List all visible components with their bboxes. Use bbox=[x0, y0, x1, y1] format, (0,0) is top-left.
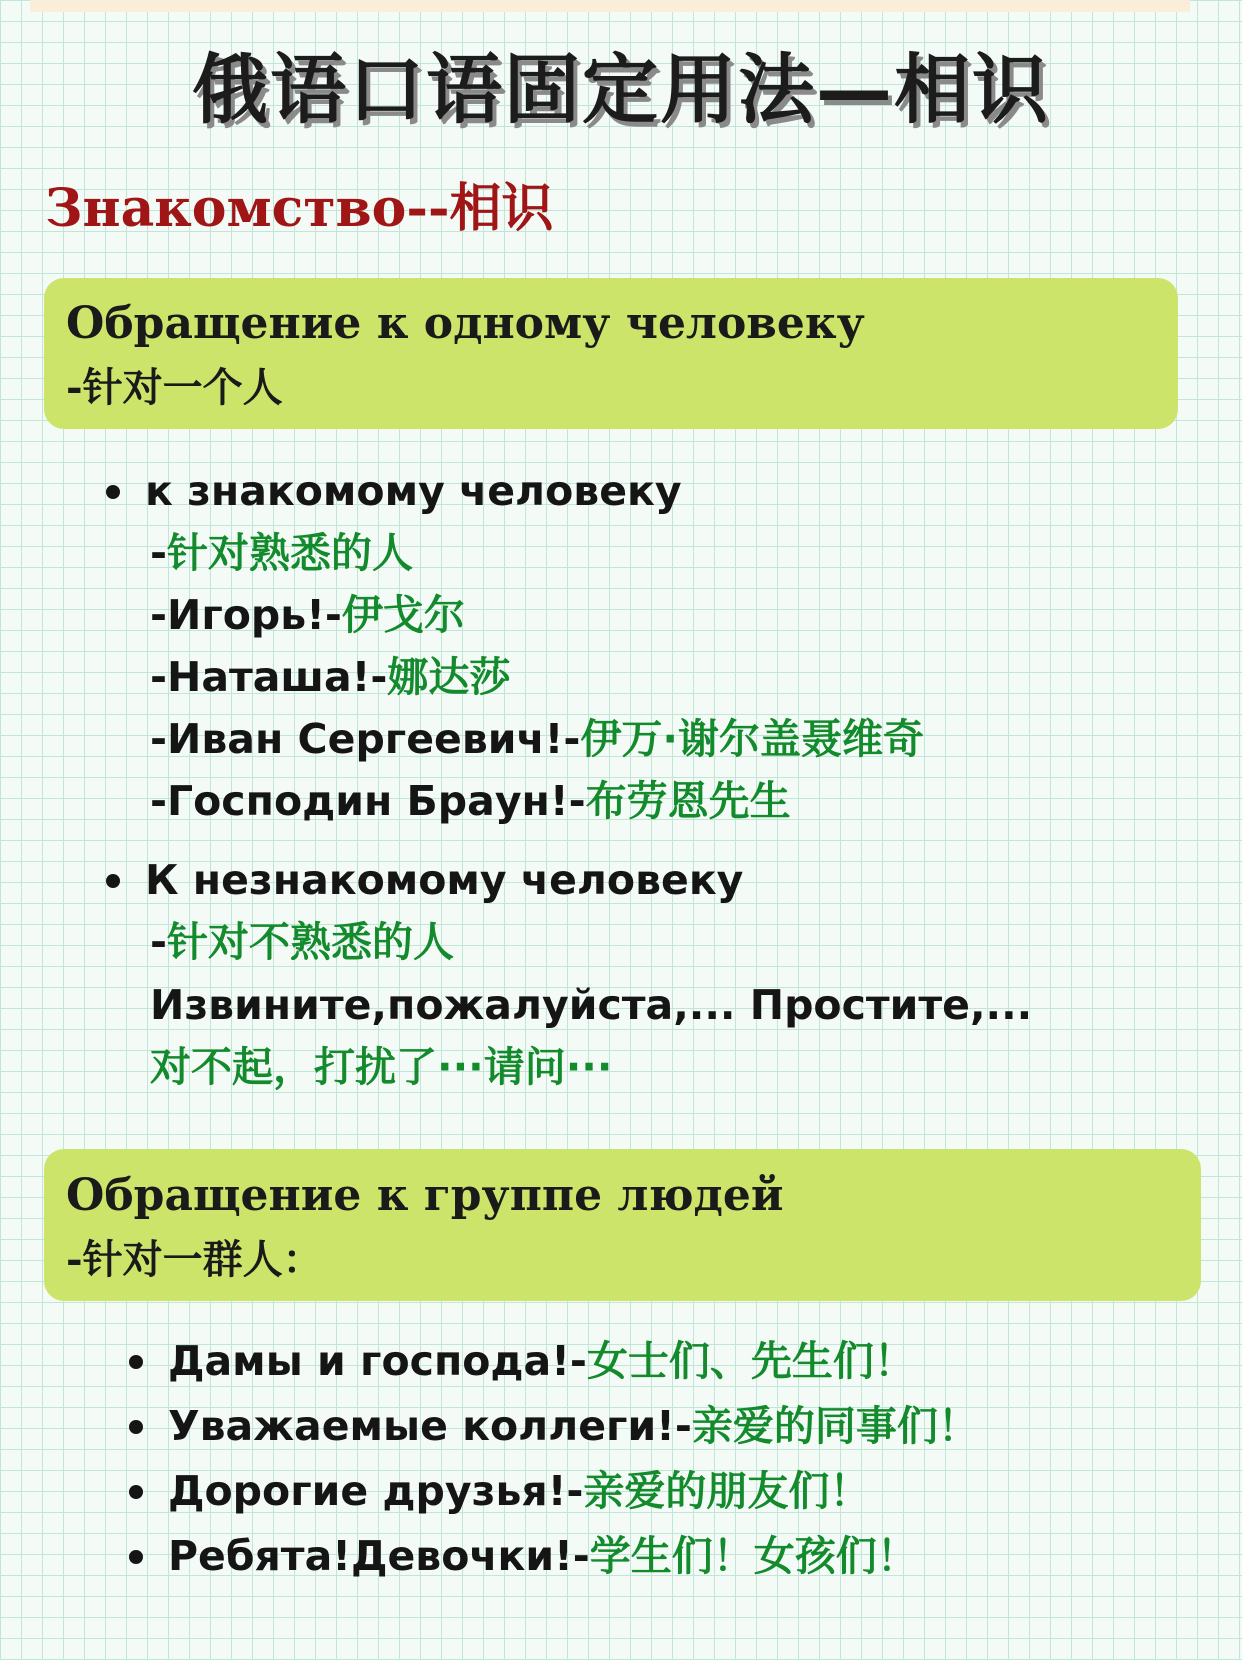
bullet-icon bbox=[129, 1355, 143, 1369]
section1-heading-ru: Обращение к одному человеку bbox=[66, 298, 865, 349]
item1-note: -针对熟悉的人 bbox=[150, 529, 414, 577]
example-row: -Господин Браун!-布劳恩先生 bbox=[150, 777, 791, 825]
bullet-icon bbox=[106, 874, 120, 888]
section2-heading-zh: -针对一群人： bbox=[66, 1236, 323, 1283]
list-item: Уважаемые коллеги!-亲爱的同事们！ bbox=[168, 1402, 979, 1450]
item1-label: к знакомому человеку bbox=[145, 467, 682, 515]
list-item: Дорогие друзья!-亲爱的朋友们！ bbox=[168, 1467, 871, 1515]
list-item: Дамы и господа!-女士们、先生们！ bbox=[168, 1337, 915, 1385]
list-item: Ребята!Девочки!-学生们！女孩们！ bbox=[168, 1532, 918, 1580]
item2-label: К незнакомому человеку bbox=[145, 856, 744, 904]
example-row: -Иван Сергеевич!-伊万·谢尔盖聂维奇 bbox=[150, 715, 924, 763]
bullet-icon bbox=[129, 1485, 143, 1499]
section1-header-panel bbox=[44, 278, 1178, 429]
example-row: -Игорь!-伊戈尔 bbox=[150, 591, 465, 639]
item2-phrase-zh: 对不起，打扰了···请问··· bbox=[150, 1043, 613, 1091]
bullet-icon bbox=[129, 1550, 143, 1564]
top-banner-strip bbox=[30, 0, 1190, 12]
page-title: 俄语口语固定用法—相识 bbox=[192, 45, 1050, 134]
example-row: -Наташа!-娜达莎 bbox=[150, 653, 511, 701]
bullet-icon bbox=[129, 1420, 143, 1434]
subtitle: Знакомство--相识 bbox=[45, 178, 554, 239]
bullet-icon bbox=[106, 485, 120, 499]
item2-phrase-ru: Извините,пожалуйста,... Простите,... bbox=[150, 981, 1033, 1029]
section2-heading-ru: Обращение к группе людей bbox=[66, 1170, 784, 1221]
section2-header-panel bbox=[44, 1149, 1201, 1301]
section1-heading-zh: -针对一个人 bbox=[66, 364, 283, 411]
item2-note: -针对不熟悉的人 bbox=[150, 918, 455, 966]
